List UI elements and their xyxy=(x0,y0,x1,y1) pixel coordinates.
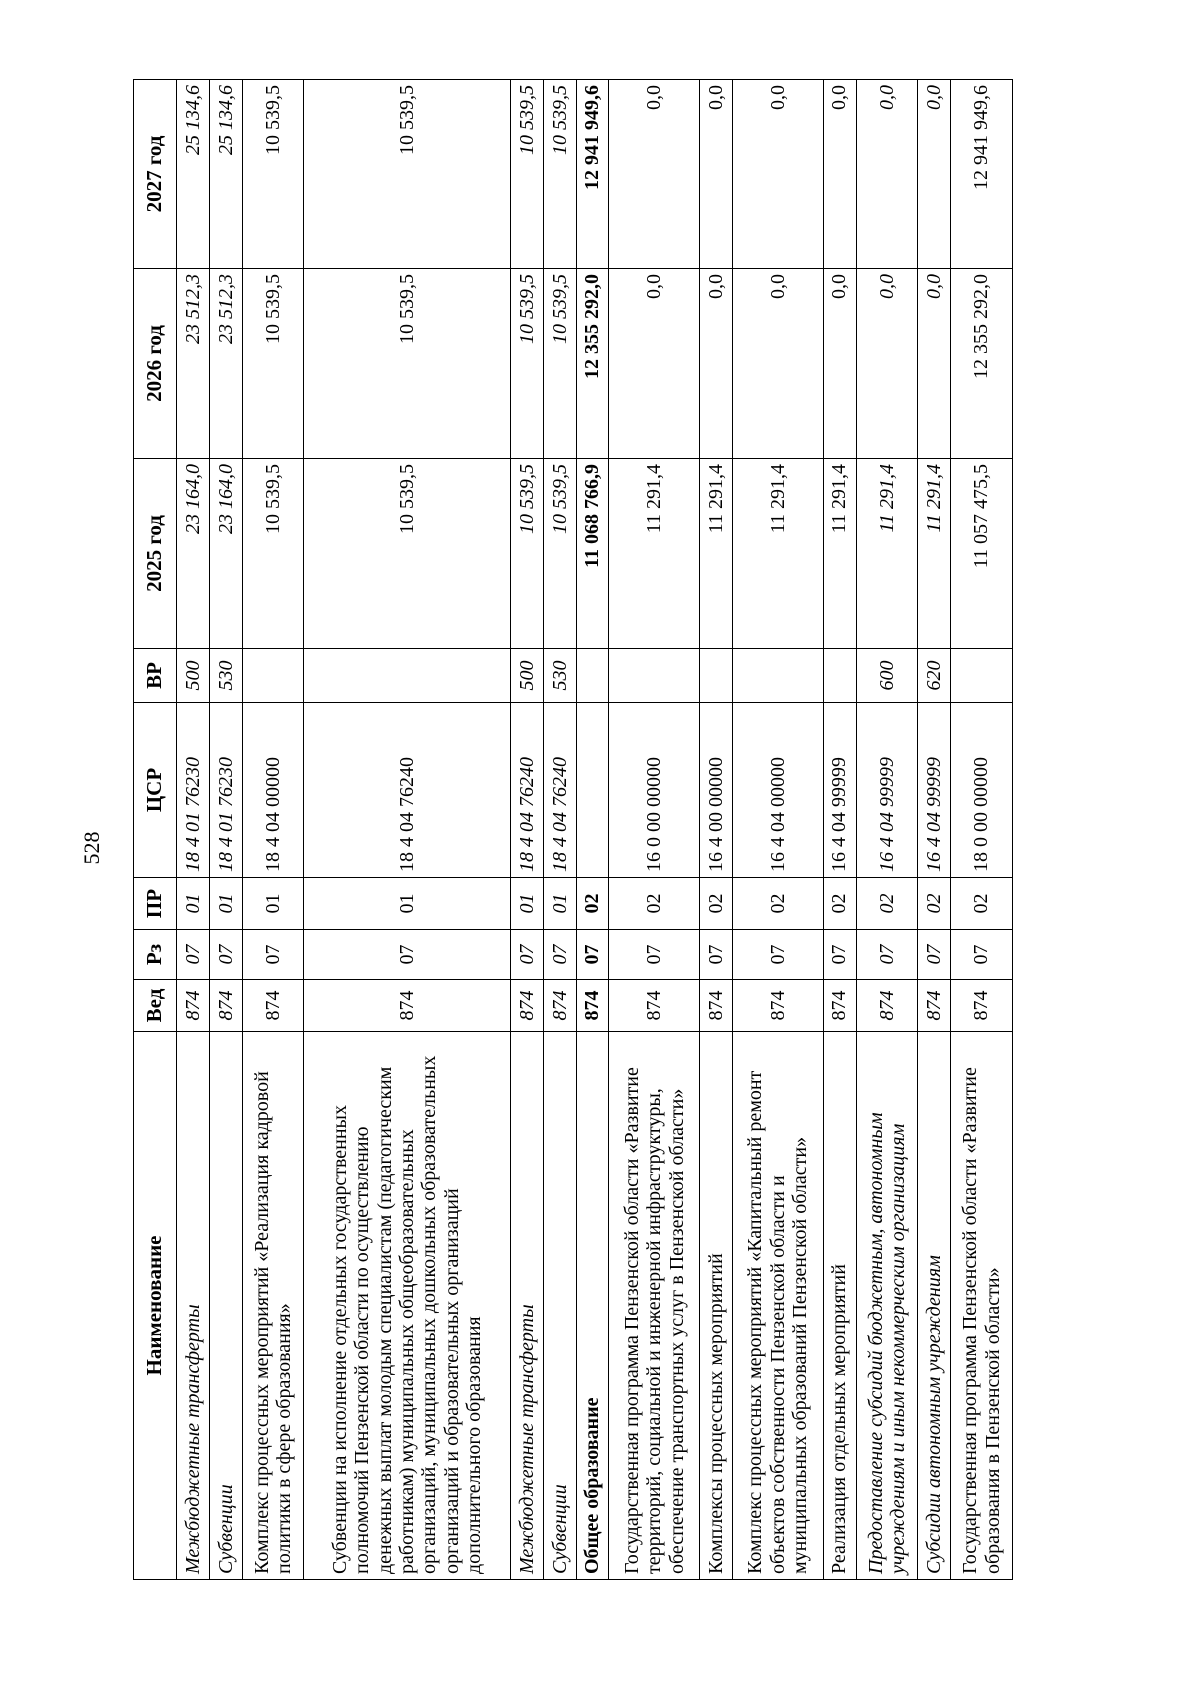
table-row xyxy=(177,80,210,1580)
row-csr: 18 4 04 76240 xyxy=(304,703,511,878)
row-pr: 02 xyxy=(609,878,700,930)
row-csr: 16 4 04 99999 xyxy=(823,703,856,878)
row-2025: 11 291,4 xyxy=(700,459,733,649)
row-ved: 874 xyxy=(856,980,918,1032)
row-2027: 25 134,6 xyxy=(177,80,210,269)
row-vr: 620 xyxy=(918,649,951,703)
row-csr: 16 4 04 00000 xyxy=(733,703,824,878)
row-ved: 874 xyxy=(177,980,210,1032)
row-2026: 10 539,5 xyxy=(510,269,543,459)
row-name: Предоставление субсидий бюджетным, автономным учреждениям и иным некоммерческим организациям xyxy=(856,1032,918,1580)
row-csr: 18 4 01 76230 xyxy=(209,703,242,878)
col-header-2026: 2026 год xyxy=(134,269,177,459)
row-2025: 23 164,0 xyxy=(209,459,242,649)
row-2025: 10 539,5 xyxy=(304,459,511,649)
table-row xyxy=(510,80,543,1580)
row-ved: 874 xyxy=(209,980,242,1032)
row-name: Межбюджетные трансферты xyxy=(510,1032,543,1580)
row-2026: 12 355 292,0 xyxy=(576,269,609,459)
header-row xyxy=(134,80,177,1580)
col-header-rz: Рз xyxy=(134,930,177,980)
row-pr: 02 xyxy=(951,878,1013,930)
rotated-table-container xyxy=(133,80,1013,1580)
row-2026: 0,0 xyxy=(609,269,700,459)
row-2026: 23 512,3 xyxy=(177,269,210,459)
row-pr: 01 xyxy=(177,878,210,930)
row-2027: 0,0 xyxy=(918,80,951,269)
row-rz: 07 xyxy=(304,930,511,980)
row-name: Субсидии автономным учреждениям xyxy=(918,1032,951,1580)
row-pr: 02 xyxy=(918,878,951,930)
row-ved: 874 xyxy=(918,980,951,1032)
row-2025: 11 291,4 xyxy=(856,459,918,649)
row-pr: 01 xyxy=(543,878,576,930)
row-vr: 500 xyxy=(510,649,543,703)
table-row xyxy=(609,80,700,1580)
row-name: Государственная программа Пензенской области «Развитие образования в Пензенской области» xyxy=(951,1032,1013,1580)
row-rz: 07 xyxy=(951,930,1013,980)
row-2026: 0,0 xyxy=(700,269,733,459)
row-name: Комплексы процессных мероприятий xyxy=(700,1032,733,1580)
row-ved: 874 xyxy=(510,980,543,1032)
row-csr: 18 4 01 76230 xyxy=(177,703,210,878)
row-2027: 0,0 xyxy=(609,80,700,269)
row-csr: 18 4 04 00000 xyxy=(242,703,304,878)
row-2025: 11 291,4 xyxy=(918,459,951,649)
row-rz: 07 xyxy=(823,930,856,980)
table-row xyxy=(209,80,242,1580)
row-vr xyxy=(823,649,856,703)
row-2025: 11 291,4 xyxy=(823,459,856,649)
row-rz: 07 xyxy=(209,930,242,980)
row-2026: 0,0 xyxy=(856,269,918,459)
table-row xyxy=(733,80,824,1580)
row-ved: 874 xyxy=(951,980,1013,1032)
row-pr: 02 xyxy=(856,878,918,930)
row-rz: 07 xyxy=(543,930,576,980)
row-rz: 07 xyxy=(576,930,609,980)
row-2027: 0,0 xyxy=(700,80,733,269)
row-2027: 0,0 xyxy=(733,80,824,269)
row-rz: 07 xyxy=(609,930,700,980)
row-2025: 10 539,5 xyxy=(543,459,576,649)
row-2025: 10 539,5 xyxy=(510,459,543,649)
row-csr xyxy=(576,703,609,878)
col-header-csr: ЦСР xyxy=(134,703,177,878)
row-csr: 18 4 04 76240 xyxy=(543,703,576,878)
table-row xyxy=(823,80,856,1580)
page-number: 528 xyxy=(79,831,104,865)
row-2027: 10 539,5 xyxy=(510,80,543,269)
table-row xyxy=(951,80,1013,1580)
row-2025: 11 068 766,9 xyxy=(576,459,609,649)
row-2026: 10 539,5 xyxy=(543,269,576,459)
row-ved: 874 xyxy=(543,980,576,1032)
row-2026: 10 539,5 xyxy=(304,269,511,459)
row-pr: 02 xyxy=(576,878,609,930)
col-header-ved: Вед xyxy=(134,980,177,1032)
row-rz: 07 xyxy=(733,930,824,980)
row-name: Государственная программа Пензенской области «Развитие территорий, социальной и инженерной инфраструктуры, обеспечение транспортных услуг в Пензенской области» xyxy=(609,1032,700,1580)
table-row xyxy=(543,80,576,1580)
row-2027: 25 134,6 xyxy=(209,80,242,269)
row-name: Субвенции xyxy=(543,1032,576,1580)
row-vr xyxy=(304,649,511,703)
row-pr: 01 xyxy=(510,878,543,930)
row-name: Реализация отдельных мероприятий xyxy=(823,1032,856,1580)
row-rz: 07 xyxy=(856,930,918,980)
row-2026: 0,0 xyxy=(733,269,824,459)
row-rz: 07 xyxy=(918,930,951,980)
table-row xyxy=(856,80,918,1580)
row-ved: 874 xyxy=(609,980,700,1032)
row-csr: 18 4 04 76240 xyxy=(510,703,543,878)
col-header-name: Наименование xyxy=(134,1032,177,1580)
row-pr: 02 xyxy=(823,878,856,930)
row-2027: 0,0 xyxy=(823,80,856,269)
row-rz: 07 xyxy=(242,930,304,980)
row-pr: 01 xyxy=(209,878,242,930)
row-vr xyxy=(733,649,824,703)
row-rz: 07 xyxy=(177,930,210,980)
row-2026: 23 512,3 xyxy=(209,269,242,459)
row-vr xyxy=(609,649,700,703)
row-vr: 530 xyxy=(543,649,576,703)
row-name: Комплекс процессных мероприятий «Реализация кадровой политики в сфере образования» xyxy=(242,1032,304,1580)
row-vr xyxy=(951,649,1013,703)
row-vr xyxy=(242,649,304,703)
row-csr: 16 4 04 99999 xyxy=(856,703,918,878)
table-row xyxy=(304,80,511,1580)
row-vr: 600 xyxy=(856,649,918,703)
row-rz: 07 xyxy=(510,930,543,980)
row-csr: 18 0 00 00000 xyxy=(951,703,1013,878)
row-2025: 10 539,5 xyxy=(242,459,304,649)
row-2025: 23 164,0 xyxy=(177,459,210,649)
row-2025: 11 291,4 xyxy=(733,459,824,649)
table-row-subtotal xyxy=(576,80,609,1580)
row-csr: 16 4 04 99999 xyxy=(918,703,951,878)
row-2026: 10 539,5 xyxy=(242,269,304,459)
row-2027: 0,0 xyxy=(856,80,918,269)
row-ved: 874 xyxy=(304,980,511,1032)
row-ved: 874 xyxy=(576,980,609,1032)
budget-table xyxy=(133,79,1013,1580)
row-vr: 530 xyxy=(209,649,242,703)
col-header-vr: ВР xyxy=(134,649,177,703)
row-name: Субвенции xyxy=(209,1032,242,1580)
row-2027: 10 539,5 xyxy=(304,80,511,269)
row-2025: 11 291,4 xyxy=(609,459,700,649)
row-2026: 0,0 xyxy=(918,269,951,459)
row-pr: 02 xyxy=(733,878,824,930)
row-ved: 874 xyxy=(823,980,856,1032)
row-ved: 874 xyxy=(242,980,304,1032)
row-2026: 12 355 292,0 xyxy=(951,269,1013,459)
row-2027: 12 941 949,6 xyxy=(951,80,1013,269)
col-header-2025: 2025 год xyxy=(134,459,177,649)
row-name: Общее образование xyxy=(576,1032,609,1580)
row-rz: 07 xyxy=(700,930,733,980)
row-vr: 500 xyxy=(177,649,210,703)
table-row xyxy=(242,80,304,1580)
row-csr: 16 0 00 00000 xyxy=(609,703,700,878)
row-2025: 11 057 475,5 xyxy=(951,459,1013,649)
row-ved: 874 xyxy=(700,980,733,1032)
row-name: Комплекс процессных мероприятий «Капитальный ремонт объектов собственности Пензенской области и муниципальных образований Пензенской области» xyxy=(733,1032,824,1580)
table-row xyxy=(700,80,733,1580)
row-csr: 16 4 00 00000 xyxy=(700,703,733,878)
row-name: Межбюджетные трансферты xyxy=(177,1032,210,1580)
row-vr xyxy=(700,649,733,703)
row-pr: 02 xyxy=(700,878,733,930)
row-name: Субвенции на исполнение отдельных государственных полномочий Пензенской области по осуществлению денежных выплат молодым специалистам (педагогическим работникам) муниципальных общеобразовательных организаций, муниципальных дошкольных образовательных организаций и образовательных организаций дополнительного образования xyxy=(304,1032,511,1580)
row-2026: 0,0 xyxy=(823,269,856,459)
row-pr: 01 xyxy=(304,878,511,930)
row-2027: 10 539,5 xyxy=(242,80,304,269)
row-pr: 01 xyxy=(242,878,304,930)
col-header-2027: 2027 год xyxy=(134,80,177,269)
table-row xyxy=(918,80,951,1580)
row-2027: 10 539,5 xyxy=(543,80,576,269)
col-header-pr: ПР xyxy=(134,878,177,930)
row-vr xyxy=(576,649,609,703)
row-2027: 12 941 949,6 xyxy=(576,80,609,269)
row-ved: 874 xyxy=(733,980,824,1032)
